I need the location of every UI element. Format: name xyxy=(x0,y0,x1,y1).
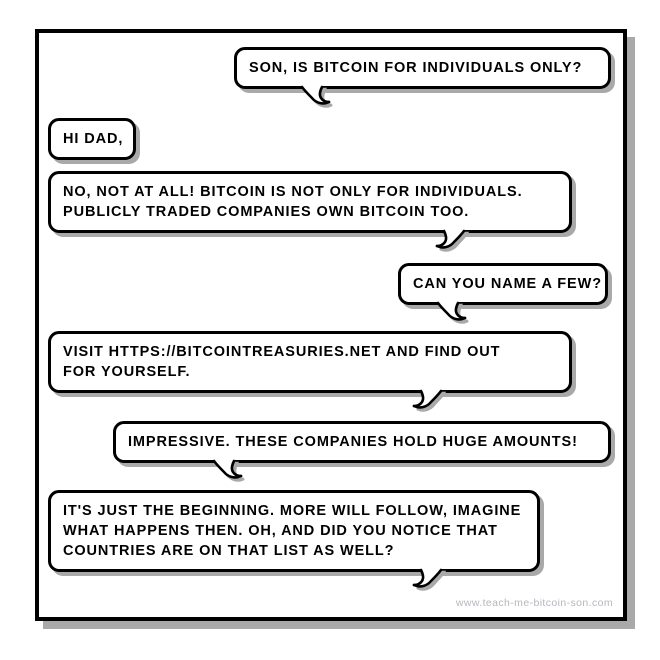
speech-tail-icon xyxy=(432,230,466,254)
speech-tail-icon xyxy=(409,390,443,414)
speech-tail-icon xyxy=(409,569,443,593)
speech-bubble-son-answer-1 xyxy=(48,171,572,233)
bubble-line: NO, NOT AT ALL! BITCOIN IS NOT ONLY FOR INDIVIDUALS. xyxy=(63,184,523,200)
bubble-line: PUBLICLY TRADED COMPANIES OWN BITCOIN TOO. xyxy=(63,204,470,220)
bubble-line: COUNTRIES ARE ON THAT LIST AS WELL? xyxy=(63,543,395,559)
bubble-line: CAN YOU NAME A FEW? xyxy=(413,276,602,292)
comic-frame xyxy=(35,29,627,621)
speech-bubble-dad-comment xyxy=(113,421,611,463)
bubble-line: FOR YOURSELF. xyxy=(63,364,191,380)
speech-bubble-son-greeting xyxy=(48,118,136,160)
speech-tail-icon xyxy=(212,460,246,484)
speech-bubble-son-answer-3 xyxy=(48,490,540,572)
speech-tail-icon xyxy=(300,86,334,110)
bubble-line: WHAT HAPPENS THEN. OH, AND DID YOU NOTICE THAT xyxy=(63,523,498,539)
bubble-line: SON, IS BITCOIN FOR INDIVIDUALS ONLY? xyxy=(249,60,583,76)
bubble-line: VISIT HTTPS://BITCOINTREASURIES.NET AND FIND OUT xyxy=(63,344,501,360)
bubble-line: HI DAD, xyxy=(63,131,124,147)
bubble-line: IT'S JUST THE BEGINNING. MORE WILL FOLLOW, IMAGINE xyxy=(63,503,522,519)
speech-bubble-dad-question-1 xyxy=(234,47,611,89)
speech-bubble-son-answer-2 xyxy=(48,331,572,393)
watermark-url: www.teach-me-bitcoin-son.com xyxy=(455,597,613,609)
speech-tail-icon xyxy=(436,302,470,326)
bubble-line: IMPRESSIVE. THESE COMPANIES HOLD HUGE AMOUNTS! xyxy=(128,434,578,450)
speech-bubble-dad-question-2 xyxy=(398,263,608,305)
